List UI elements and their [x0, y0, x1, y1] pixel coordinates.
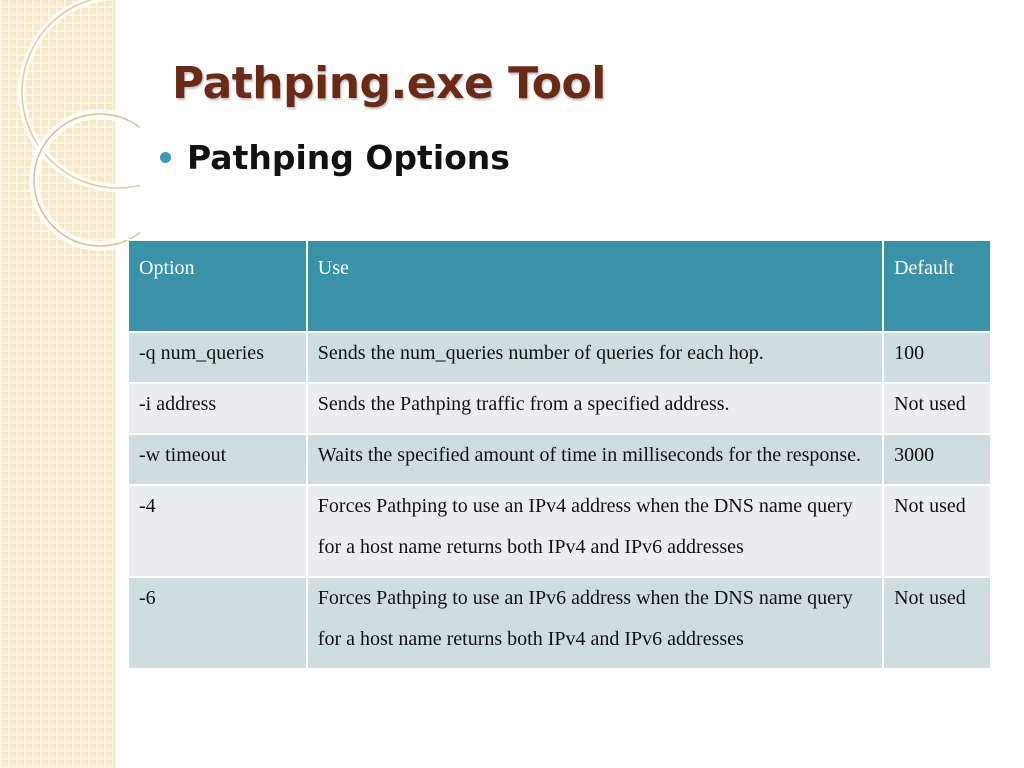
cell-use: Sends the num_queries number of queries for each hop.	[307, 332, 883, 383]
cell-use: Forces Pathping to use an IPv4 address when the DNS name query for a host name returns both IPv4 and IPv6 addresses	[307, 485, 883, 577]
decorative-circles	[0, 0, 140, 270]
slide-title: Pathping.exe Tool	[172, 58, 606, 109]
table-row	[128, 434, 991, 485]
header-default: Default	[883, 240, 991, 332]
bullet-dot-icon	[160, 152, 171, 163]
header-option: Option	[128, 240, 307, 332]
table-row	[128, 383, 991, 434]
cell-option: -4	[128, 485, 307, 577]
table-row	[128, 485, 991, 577]
cell-default: 100	[883, 332, 991, 383]
cell-use: Sends the Pathping traffic from a specified address.	[307, 383, 883, 434]
bullet-text: Pathping Options	[187, 138, 510, 177]
cell-use: Waits the specified amount of time in milliseconds for the response.	[307, 434, 883, 485]
cell-default: 3000	[883, 434, 991, 485]
pathping-options-table	[127, 239, 992, 670]
cell-use: Forces Pathping to use an IPv6 address when the DNS name query for a host name returns both IPv4 and IPv6 addresses	[307, 577, 883, 669]
cell-option: -6	[128, 577, 307, 669]
table-header-row	[128, 240, 991, 332]
table-row	[128, 332, 991, 383]
cell-option: -i address	[128, 383, 307, 434]
cell-default: Not used	[883, 485, 991, 577]
bullet-item	[160, 138, 510, 177]
cell-option: -w timeout	[128, 434, 307, 485]
cell-default: Not used	[883, 383, 991, 434]
cell-default: Not used	[883, 577, 991, 669]
header-use: Use	[307, 240, 883, 332]
cell-option: -q num_queries	[128, 332, 307, 383]
table-row	[128, 577, 991, 669]
